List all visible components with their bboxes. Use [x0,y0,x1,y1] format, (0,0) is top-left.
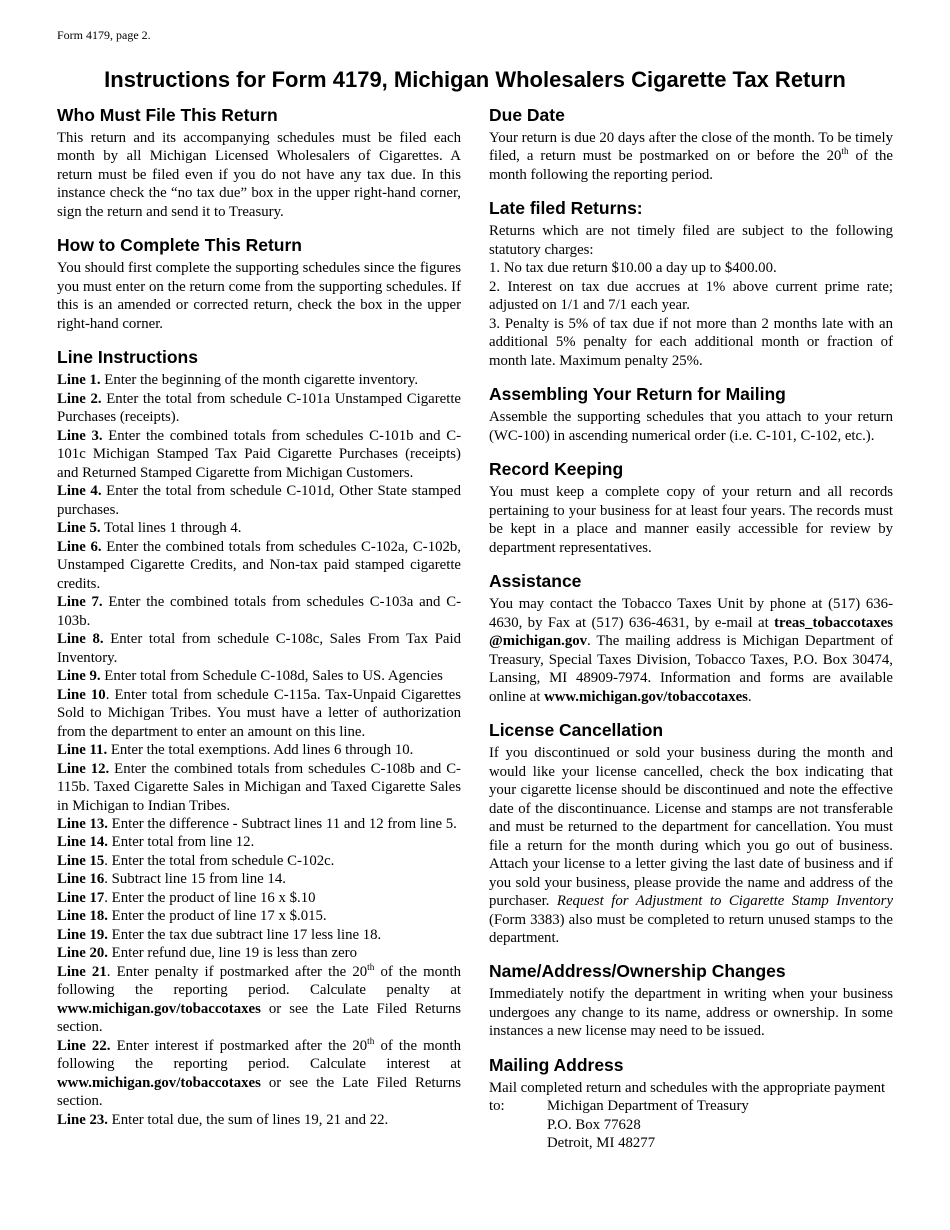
line-instruction-21: Line 21. Enter penalty if postmarked after the 20th of the month following the reporting period. Calculate penalty at www.michigan.gov/tobaccotaxes or see the Late Filed Returns section. [57,961,461,1036]
line-instruction-9: Line 9. Enter total from Schedule C-108d, Sales to US. Agencies [57,668,443,685]
section-mailing-address [489,1055,893,1153]
line-instruction-13: Line 13. Enter the difference - Subtract lines 11 and 12 from line 5. [57,815,457,832]
section-name-address-changes [489,961,893,1040]
line-instruction-22: Line 22. Enter interest if postmarked after the 20th of the month following the reporting period. Calculate interest at www.michigan.gov/tobaccotaxes or see the Late Filed Returns section. [57,1035,461,1110]
line-instruction-3: Line 3. Enter the combined totals from schedules C-101b and C-101c Michigan Stamped Tax Paid Cigarette Purchases (receipts) and Returned Stamped Cigarette from Michigan Customers. [57,427,461,481]
paragraph: You may contact the Tobacco Taxes Unit by phone at (517) 636-4630, by Fax at (517) 636-4631, by e-mail at treas_tobaccotaxes @michigan.gov. The mailing address is Michigan Department of Treasury, Special Taxes Division, Tobacco Taxes, P.O. Box 30474, Lansing, MI 48909-7974. Information and forms are available online at www.michigan.gov/tobaccotaxes. [489,596,893,705]
section-assistance [489,571,893,706]
line-instruction-10: Line 10. Enter total from schedule C-115a. Tax-Unpaid Cigarettes Sold to Michigan Tribes. You must have a letter of authorization from the department to enter an amount on this line. [57,686,461,740]
section-who-must-file [57,105,461,221]
statutory-charge-3: 3. Penalty is 5% of tax due if not more than 2 months late with an additional 5% penalty for each additional month or fraction of month late. Maximum penalty 25%. [489,315,893,369]
section-how-to-complete [57,235,461,333]
right-column [489,103,893,1153]
statutory-charge-2: 2. Interest on tax due accrues at 1% above current prime rate; adjusted on 1/1 and 7/1 each year. [489,278,893,314]
section-heading-how-to-complete: How to Complete This Return [57,235,302,256]
section-heading-line-instructions: Line Instructions [57,347,198,368]
section-heading-name-address-changes: Name/Address/Ownership Changes [489,961,786,982]
left-column [57,103,461,1153]
line-instruction-16: Line 16. Subtract line 15 from line 14. [57,871,286,888]
section-heading-license-cancellation: License Cancellation [489,720,664,741]
line-instruction-5: Line 5. Total lines 1 through 4. [57,520,242,537]
paragraph: Returns which are not timely filed are subject to the following statutory charges: [489,223,893,258]
line-instruction-2: Line 2. Enter the total from schedule C-101a Unstamped Cigarette Purchases (receipts). [57,390,461,426]
line-instruction-19: Line 19. Enter the tax due subtract line 17 less line 18. [57,926,382,943]
paragraph: Your return is due 20 days after the close of the month. To be timely filed, a return must be postmarked on or before the 20th of the month following the reporting period. [489,130,893,183]
paragraph: If you discontinued or sold your business during the month and would like your license cancelled, check the box indicating that your cigarette license should be discontinued and note the effective date of the discontinuance. License and stamps are not transferable and must be returned to the department for cancellation. You must file a return for the month during which you go out of business. Attach your license to a letter giving the last date of business and if you sold your business, please provide the name and address of the purchaser. Request for Adjustment to Cigarette Stamp Inventory (Form 3383) also must be completed to return unused stamps to the department. [489,745,894,946]
paragraph: Assemble the supporting schedules that you attach to your return (WC-100) in ascending numerical order (i.e. C-101, C-102, etc.). [489,409,893,444]
line-instruction-7: Line 7. Enter the combined totals from schedules C-103a and C-103b. [57,594,461,629]
section-heading-mailing-address: Mailing Address [489,1054,624,1075]
paragraph: This return and its accompanying schedules must be filed each month by all Michigan Licensed Wholesalers of Cigarettes. A return must be filed even if you do not have any tax due. In this instance check the “no tax due” box in the upper right-hand corner, sign the return and send it to Treasury. [57,130,461,220]
line-instruction-23: Line 23. Enter total due, the sum of lines 19, 21 and 22. [57,1111,389,1128]
section-assembling-return [489,384,893,445]
mailing-address-lines [547,1097,893,1152]
mailing-address-line-1: Michigan Department of Treasury [547,1098,749,1115]
statutory-charge-1: 1. No tax due return $10.00 a day up to $400.00. [489,260,777,277]
section-heading-record-keeping: Record Keeping [489,459,624,480]
paragraph: You must keep a complete copy of your return and all records pertaining to your business for at least four years. The records must be kept in a place and manner easily accessible for review by department representatives. [489,484,893,556]
mailing-address-block [489,1097,893,1152]
paragraph: Immediately notify the department in writing when your business undergoes any change to its name, address or ownership. In some instances a new license may need to be issued. [489,986,893,1040]
section-heading-who-must-file: Who Must File This Return [57,105,278,125]
line-instruction-4: Line 4. Enter the total from schedule C-101d, Other State stamped purchases. [57,483,462,518]
section-license-cancellation [489,720,893,947]
section-heading-late-filed-returns: Late filed Returns: [489,198,643,219]
section-heading-due-date: Due Date [489,105,565,125]
mailing-address-line-3: Detroit, MI 48277 [547,1135,656,1152]
line-instruction-20: Line 20. Enter refund due, line 19 is less than zero [57,945,357,962]
section-heading-assistance: Assistance [489,571,582,592]
section-late-filed-returns [489,198,893,370]
line-instruction-15: Line 15. Enter the total from schedule C-102c. [57,852,335,869]
section-due-date [489,105,893,184]
line-instruction-8: Line 8. Enter total from schedule C-108c, Sales From Tax Paid Inventory. [57,631,461,666]
mailing-address-to-label: to: [489,1098,505,1115]
line-instruction-17: Line 17. Enter the product of line 16 x $.10 [57,889,316,906]
line-instruction-1: Line 1. Enter the beginning of the month cigarette inventory. [57,372,419,389]
line-instruction-11: Line 11. Enter the total exemptions. Add lines 6 through 10. [57,742,414,759]
line-instruction-12: Line 12. Enter the combined totals from schedules C-108b and C-115b. Taxed Cigarette Sales in Michigan and Taxed Cigarette Sales in Michigan to Indian Tribes. [57,760,461,814]
section-heading-assembling-return: Assembling Your Return for Mailing [489,384,786,405]
paragraph: You should first complete the supporting schedules since the figures you must enter on the return come from the supporting schedules. If this is an amended or corrected return, check the box in the upper right-hand corner. [57,260,461,332]
paragraph: Mail completed return and schedules with the appropriate payment [489,1079,886,1096]
line-instruction-18: Line 18. Enter the product of line 17 x $.015. [57,908,327,925]
mailing-address-line-2: P.O. Box 77628 [547,1116,641,1133]
page-note: Form 4179, page 2. [57,28,151,42]
line-instruction-6: Line 6. Enter the combined totals from schedules C-102a, C-102b, Unstamped Cigarette Credits, and Non-tax paid stamped cigarette credits. [57,538,461,592]
document-title: Instructions for Form 4179, Michigan Wholesalers Cigarette Tax Return [104,67,846,92]
two-column-layout [57,103,893,1153]
section-record-keeping [489,459,893,557]
line-instruction-14: Line 14. Enter total from line 12. [57,834,255,851]
section-line-instructions [57,347,461,1129]
